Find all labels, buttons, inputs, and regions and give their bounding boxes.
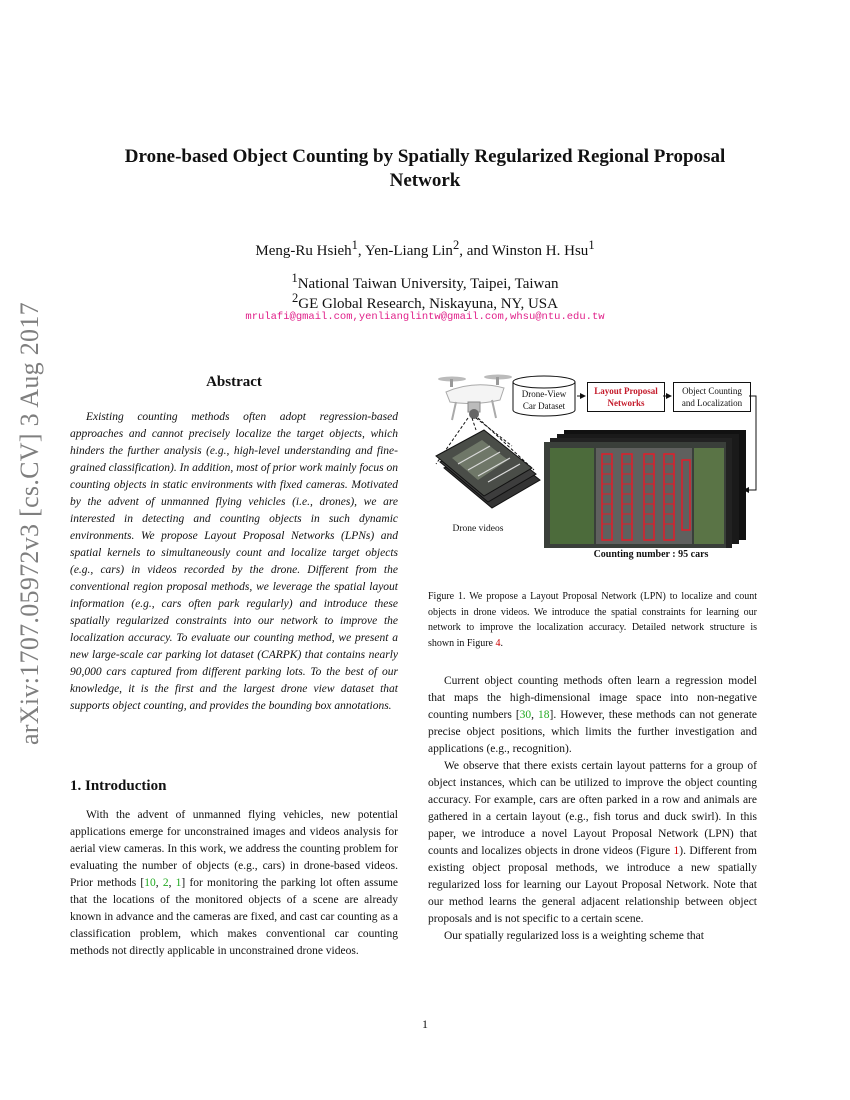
right-p2-text-b: ). Different from existing object proposal methods, we introduce a new spatially regularized loss for learning our Layout Proposal Network. Note that our method learns the general adjacent relationship between object proposals and is not specific to a certain scene. [428,845,757,925]
intro-paragraph: With the advent of unmanned flying vehicles, new potential applications emerge for unconstrained images and videos analysis for aerial view cameras. In this work, we address the counting problem for evaluating the number of objects (e.g., cars) in drone-based videos. Prior methods [10, 2, 1] for monitoring the parking lot often assume that the locations of the monitored objects of a scene are already known in advance and the cameras are fixed, and cast car counting as a classification problem, which makes conventional car counting methods not directly applicable in unconstrained drone videos. [70,809,399,957]
citation-link[interactable]: 30 [519,709,532,721]
abstract-body: Existing counting methods often adopt regression-based approaches and cannot precisely localize the target objects, which hinders the further analysis (e.g., high-level understanding and fine-grained classification). In addition, most of prior work mainly focus on counting objects in static environments with fixed cameras. Motivated by the advent of unmanned flying vehicles (i.e., drones), we are interested in detecting and counting objects in such dynamic environments. We propose Layout Proposal Networks (LPNs) and spatial kernels to simultaneously count and localize target objects (e.g., cars) in videos recorded by the drone. Different from the conventional region proposal methods, we leverage the spatial layout information (e.g., cars often park regularly) and introduce these spatially regularized constraints into our network to improve the localization accuracy. To evaluate our counting method, we present a new large-scale car parking lot dataset (CARPK) that contains nearly 90,000 cars captured from different parking lots. To the best of our knowledge, it is the first and the largest drone view dataset that supports object counting, and provides the bounding box annotations. [70,411,398,712]
paper-title [70,145,780,193]
citation-link[interactable]: 18 [538,709,550,721]
abstract-heading: Abstract [206,374,262,390]
drone-video-frames [428,428,543,523]
drone-videos-label: Drone videos [452,524,504,534]
affiliation-1-sup: 1 [291,271,298,285]
dataset-label-1: Drone-View [521,389,567,399]
intro-text-b: ] for monitoring the parking lot often assume that the locations of the monitored objects of a scene are already known in advance and the cameras are fixed, and cast car counting as a classification problem, which makes conventional car counting methods not directly applicable in unconstrained drone videos. [70,877,399,957]
intro-text-a: With the advent of unmanned flying vehicles, new potential applications emerge for unconstrained images and videos analysis for aerial view cameras. In this work, we address the counting problem for evaluating the number of objects (e.g., cars) in drone-based videos. Prior methods [ [70,809,398,889]
citation-link[interactable]: 10 [144,877,156,889]
author-1-affil: 1 [351,238,358,252]
counting-result-image [544,430,750,548]
right-paragraph-3: Our spatially regularized loss is a weighting scheme that [444,930,704,942]
lpn-label-1: Layout Proposal [594,386,658,396]
dataset-label-2: Car Dataset [522,401,566,411]
caption-text-a: Figure 1. We propose a Layout Proposal Network (LPN) to localize and count objects in drone videos. We introduce the spatial constraints for learning our network to improve the localization accuracy. Detailed network structure is shown in Figure [428,591,757,649]
lpn-label-2: Networks [607,398,645,408]
author-1: Meng-Ru Hsieh [255,243,352,259]
author-list: Meng-Ru Hsieh$^1$, Yen-Liang Lin$^2$, and Winston H. Hsu$^1$ [255,238,595,259]
author-3-affil: 1 [588,238,595,252]
figure-1 [428,368,758,568]
affiliation-2-sup: 2 [292,291,299,305]
arxiv-side-stamp: arXiv:1707.05972v3 [cs.CV] 3 Aug 2017 [15,302,44,745]
counting-box-label-2: and Localization [681,398,743,408]
affiliation-2-text: GE Global Research, Niskayuna, NY, USA [298,296,558,312]
right-p1-text-a: Current object counting methods often learn a regression model that maps the high-dimensional image space into non-negative counting numbers [ [428,675,757,721]
page-number: 1 [422,1017,428,1031]
right-paragraph-1: Current object counting methods often learn a regression model that maps the high-dimensional image space into non-negative counting numbers [30, 18]. However, these methods can not generate precise object positions, which limits the further investigation and applications (e.g., recognition). [428,675,757,755]
section-heading-introduction: 1. Introduction [70,778,167,794]
right-p1-text-b: ]. However, these methods can not generate precise object positions, which limits the further investigation and applications (e.g., recognition). [428,709,757,755]
affiliation-2 [70,291,780,313]
caption-text-b: . [500,637,503,649]
author-3: Winston H. Hsu [491,243,589,259]
title-line-2: Network [389,170,461,191]
title-line-1: Drone-based Object Counting by Spatially Regularized Regional Proposal [124,146,726,167]
author-2: Yen-Liang Lin [364,243,453,259]
affiliation-1 [70,271,780,293]
author-emails[interactable]: mrulafi@gmail.com,yenlianglintw@gmail.com,whsu@ntu.edu.tw [245,311,605,323]
figure-ref-link[interactable]: 1 [673,845,680,857]
author-2-affil: 2 [452,238,460,252]
figure-caption [428,589,757,651]
figure-ref-link[interactable]: 4 [495,637,501,649]
right-paragraph-2 [428,758,757,928]
counting-box-label-1: Object Counting [682,386,742,396]
counting-number-label: Counting number : 95 cars [593,549,709,560]
citation-link[interactable]: 2 [162,877,169,889]
affiliation-1-text: National Taiwan University, Taipei, Taiwan [297,276,559,292]
citation-link[interactable]: 1 [175,877,182,889]
right-column-text [428,673,757,945]
right-p2-text-a: We observe that there exists certain layout patterns for a group of object instances, which can be utilized to improve the object counting accuracy. For example, cars are often parked in a row and animals are gathered in a certain layout (e.g., fish torus and duck swirl). In this paper, we introduce a novel Layout Proposal Network (LPN) that counts and localizes objects in drone videos (Figure [428,760,757,857]
